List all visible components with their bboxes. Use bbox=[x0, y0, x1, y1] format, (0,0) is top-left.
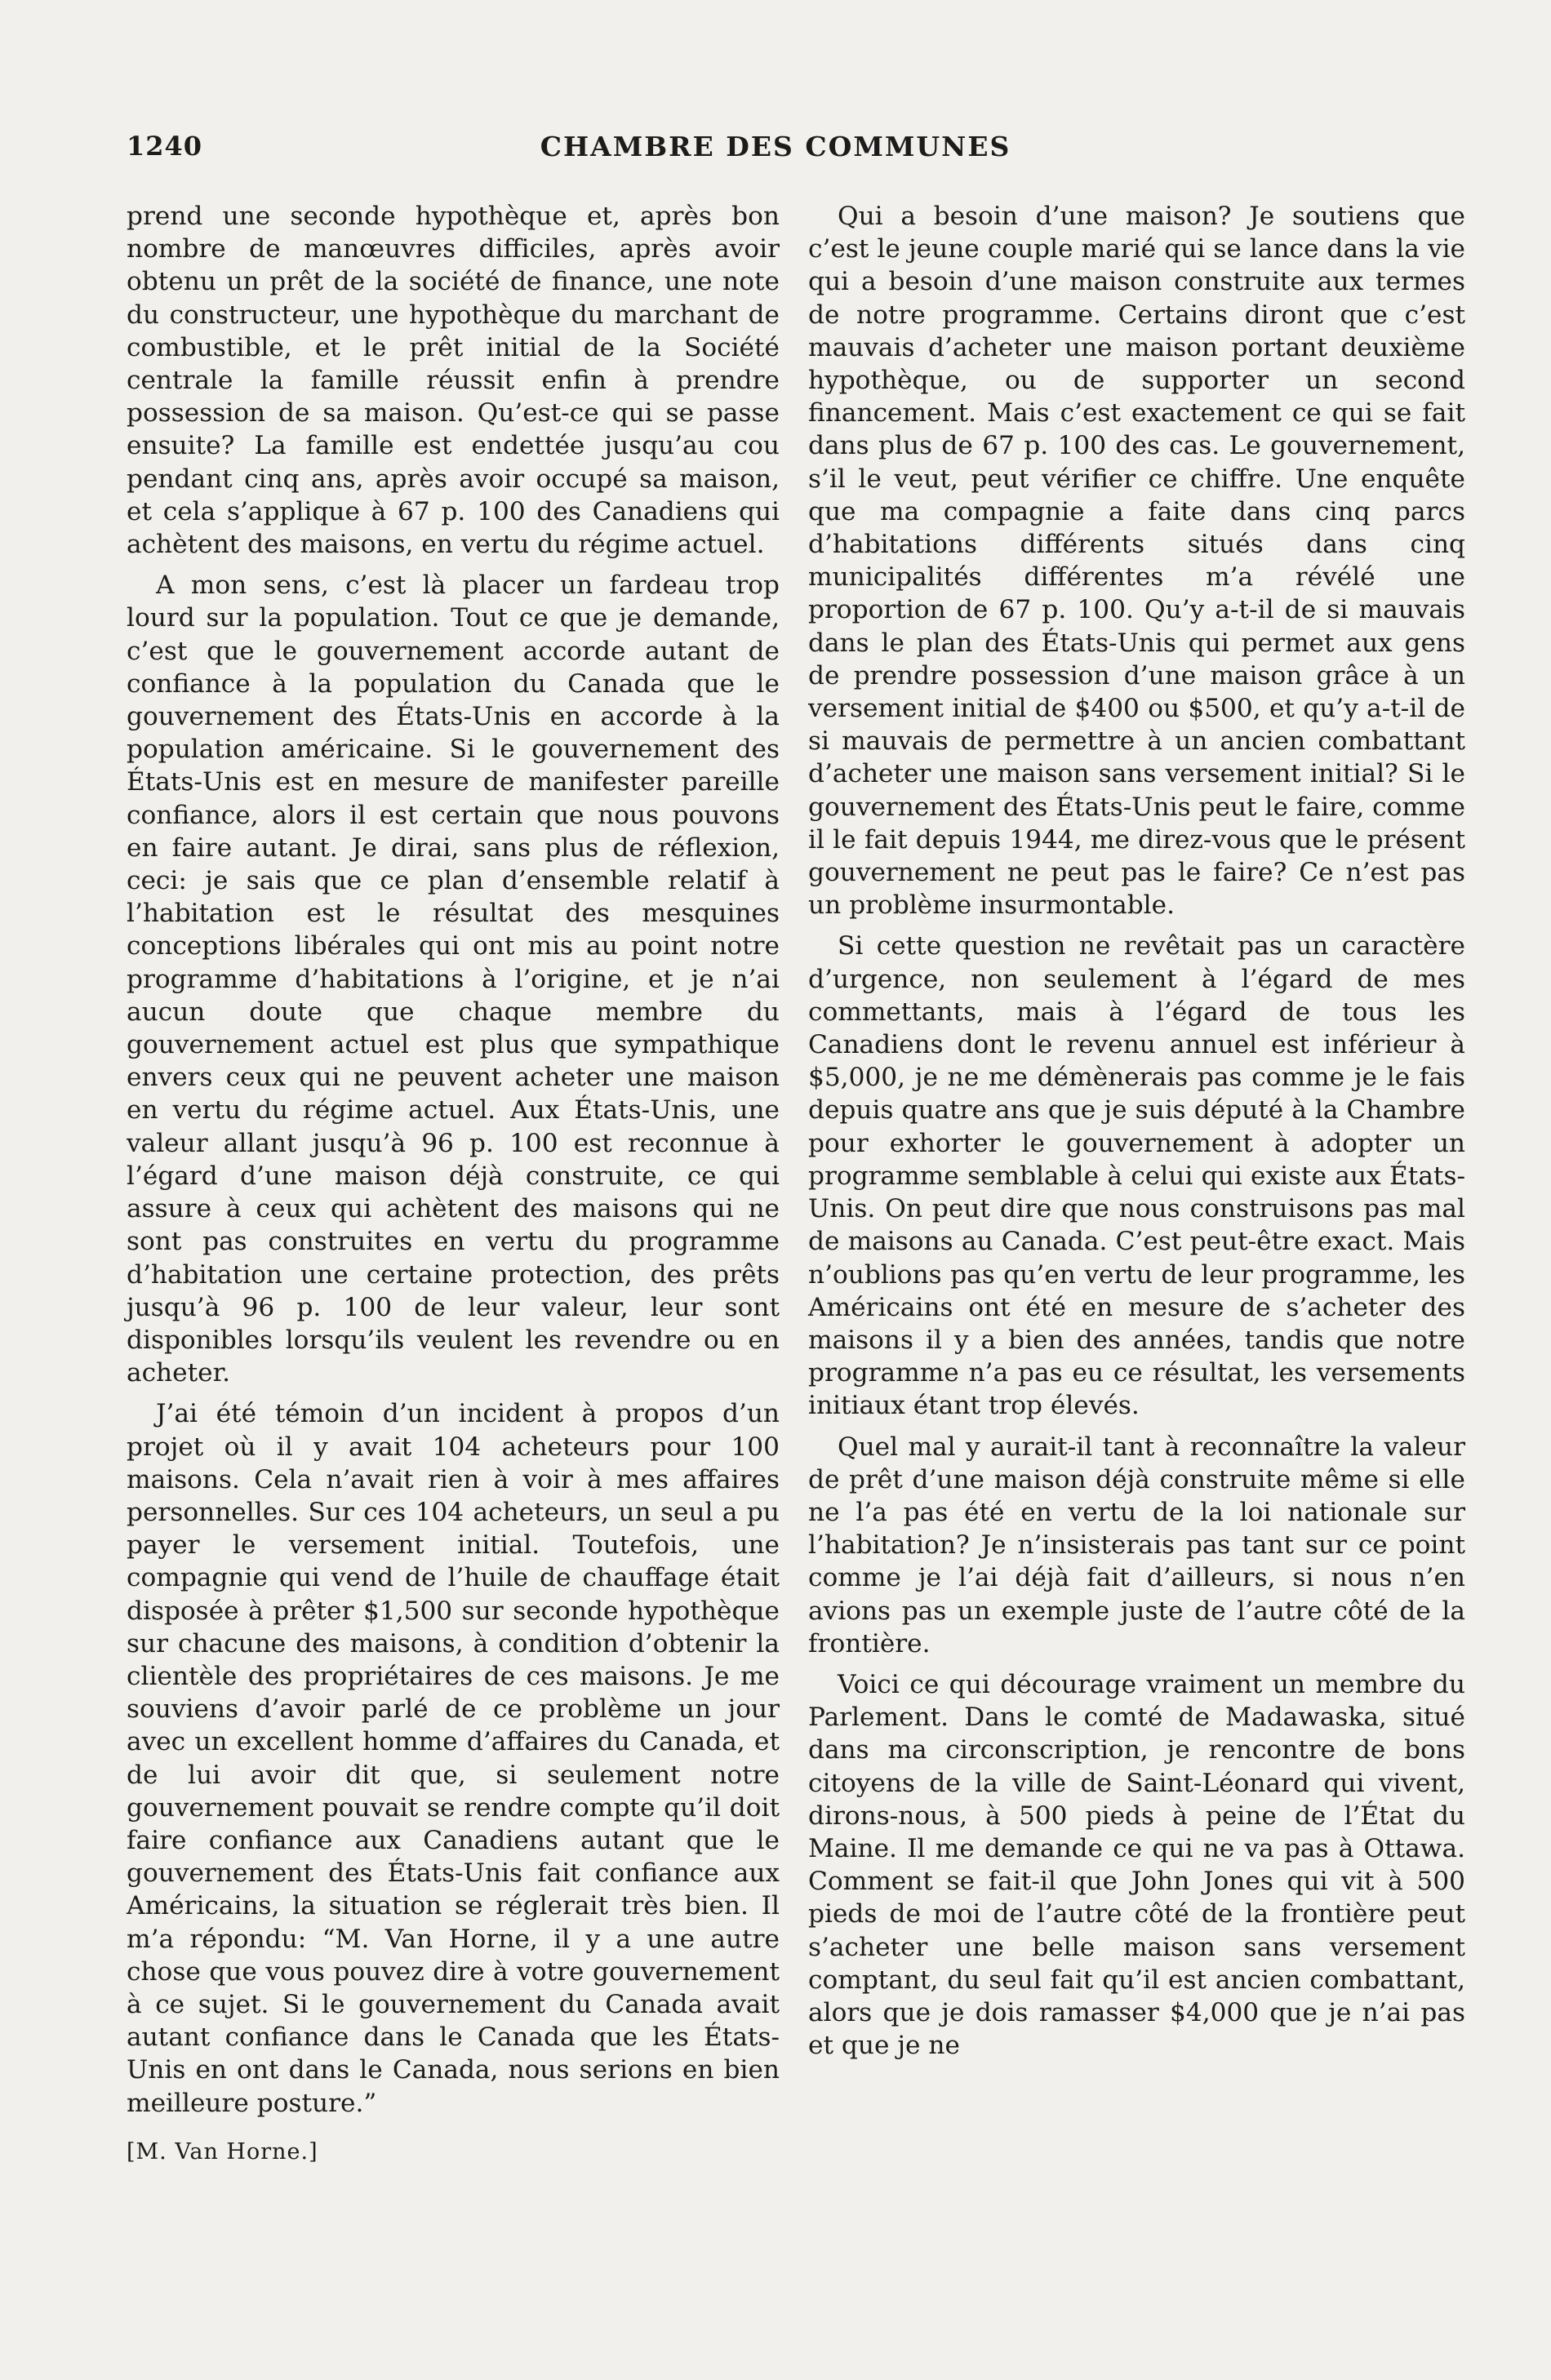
running-title: CHAMBRE DES COMMUNES bbox=[540, 131, 1011, 162]
paragraph: Si cette question ne revêtait pas un caractère d’urgence, non seulement à l’égard de mes commettants, mais à l’égard de tous les Canadiens dont le revenu annuel est inférieur à $5,000, je ne me démènerais pas comme je le fais depuis quatre ans que je suis député à la Chambre pour exhorter le gouvernement à adopter un programme semblable à celui qui existe aux États-Unis. On peut dire que nous construisons pas mal de maisons au Canada. C’est peut-être exact. Mais n’oublions pas qu’en vertu de leur programme, les Américains ont été en mesure de s’acheter des maisons il y a bien des années, tandis que notre programme n’a pas eu ce résultat, les versements initiaux étant trop élevés. bbox=[808, 931, 1465, 1421]
speaker-tag: [M. Van Horne.] bbox=[127, 2138, 318, 2165]
paragraph: prend une seconde hypothèque et, après bon nombre de manœuvres difficiles, après avoir obtenu un prêt de la société de finance, une note du constructeur, une hypothèque du marchant de combustible, et le prêt initial de la Société centrale la famille réussit enfin à prendre possession de sa maison. Qu’est-ce qui se passe ensuite? La famille est endettée jusqu’au cou pendant cinq ans, après avoir occupé sa maison, et cela s’applique à 67 p. 100 des Canadiens qui achètent des maisons, en vertu du régime actuel. bbox=[127, 202, 780, 560]
paragraph: J’ai été témoin d’un incident à propos d’un projet où il y avait 104 acheteurs pour 100 maisons. Cela n’avait rien à voir à mes affaires personnelles. Sur ces 104 acheteurs, un seul a pu payer le versement initial. Toutefois, une compagnie qui vend de l’huile de chauffage était disposée à prêter $1,500 sur seconde hypothèque sur chacune des maisons, à condition d’obtenir la clientèle des propriétaires de ces maisons. Je me souviens d’avoir parlé de ce problème un jour avec un excellent homme d’affaires du Canada, et de lui avoir dit que, si seulement notre gouvernement pouvait se rendre compte qu’il doit faire confiance aux Canadiens autant que le gouvernement des États-Unis fait confiance aux Américains, la situation se réglerait très bien. Il m’a répondu: “M. Van Horne, il y a une autre chose que vous pouvez dire à votre gouvernement à ce sujet. Si le gouvernement du Canada avait autant confiance dans le Canada que les États-Unis en ont dans le Canada, nous serions en bien meilleure posture.” bbox=[127, 1399, 780, 2118]
page-number: 1240 bbox=[127, 131, 203, 162]
paragraph: Qui a besoin d’une maison? Je soutiens que c’est le jeune couple marié qui se lance dans la vie qui a besoin d’une maison construite aux termes de notre programme. Certains diront que c’est mauvais d’acheter une maison portant deuxième hypothèque, ou de supporter un second financement. Mais c’est exactement ce qui se fait dans plus de 67 p. 100 des cas. Le gouvernement, s’il le veut, peut vérifier ce chiffre. Une enquête que ma compagnie a faite dans cinq parcs d’habitations différents situés dans cinq municipalités différentes m’a révélé une proportion de 67 p. 100. Qu’y a-t-il de si mauvais dans le plan des États-Unis qui permet aux gens de prendre possession d’une maison grâce à un versement initial de $400 ou $500, et qu’y a-t-il de si mauvais de permettre à un ancien combattant d’acheter une maison sans versement initial? Si le gouvernement des États-Unis peut le faire, comme il le fait depuis 1944, me direz-vous que le présent gouvernement ne peut pas le faire? Ce n’est pas un problème insurmontable. bbox=[808, 202, 1465, 921]
right-column bbox=[808, 200, 1465, 2062]
paragraph: Voici ce qui décourage vraiment un membre du Parlement. Dans le comté de Madawaska, situé dans ma circonscription, je rencontre de bons citoyens de la ville de Saint-Léonard qui vivent, dirons-nous, à 500 pieds à peine de l’État du Maine. Il me demande ce qui ne va pas à Ottawa. Comment se fait-il que John Jones qui vit à 500 pieds de moi de l’autre côté de la frontière peut s’acheter une belle maison sans versement comptant, du seul fait qu’il est ancien combattant, alors que je dois ramasser $4,000 que je n’ai pas et que je ne bbox=[808, 1669, 1465, 2061]
paragraph: Quel mal y aurait-il tant à reconnaître la valeur de prêt d’une maison déjà construite même si elle ne l’a pas été en vertu de la loi nationale sur l’habitation? Je n’insisterais pas tant sur ce point comme je l’ai déjà fait d’ailleurs, si nous n’en avions pas un exemple juste de l’autre côté de la frontière. bbox=[808, 1432, 1465, 1658]
page-header bbox=[127, 131, 1424, 171]
left-column bbox=[127, 200, 780, 2167]
paragraph: A mon sens, c’est là placer un fardeau trop lourd sur la population. Tout ce que je demande, c’est que le gouvernement accorde autant de confiance à la population du Canada que le gouvernement des États-Unis en accorde à la population américaine. Si le gouvernement des États-Unis est en mesure de manifester pareille confiance, alors il est certain que nous pouvons en faire autant. Je dirai, sans plus de réflexion, ceci: je sais que ce plan d’ensemble relatif à l’habitation est le résultat des mesquines conceptions libérales qui ont mis au point notre programme d’habitations à l’origine, et je n’ai aucun doute que chaque membre du gouvernement actuel est plus que sympathique envers ceux qui ne peuvent acheter une maison en vertu du régime actuel. Aux États-Unis, une valeur allant jusqu’à 96 p. 100 est reconnue à l’égard d’une maison déjà construite, ce qui assure à ceux qui achètent des maisons qui ne sont pas construites en vertu du programme d’habitation une certaine protection, des prêts jusqu’à 96 p. 100 de leur valeur, leur sont disponibles lorsqu’ils veulent les revendre ou en acheter. bbox=[127, 571, 780, 1388]
